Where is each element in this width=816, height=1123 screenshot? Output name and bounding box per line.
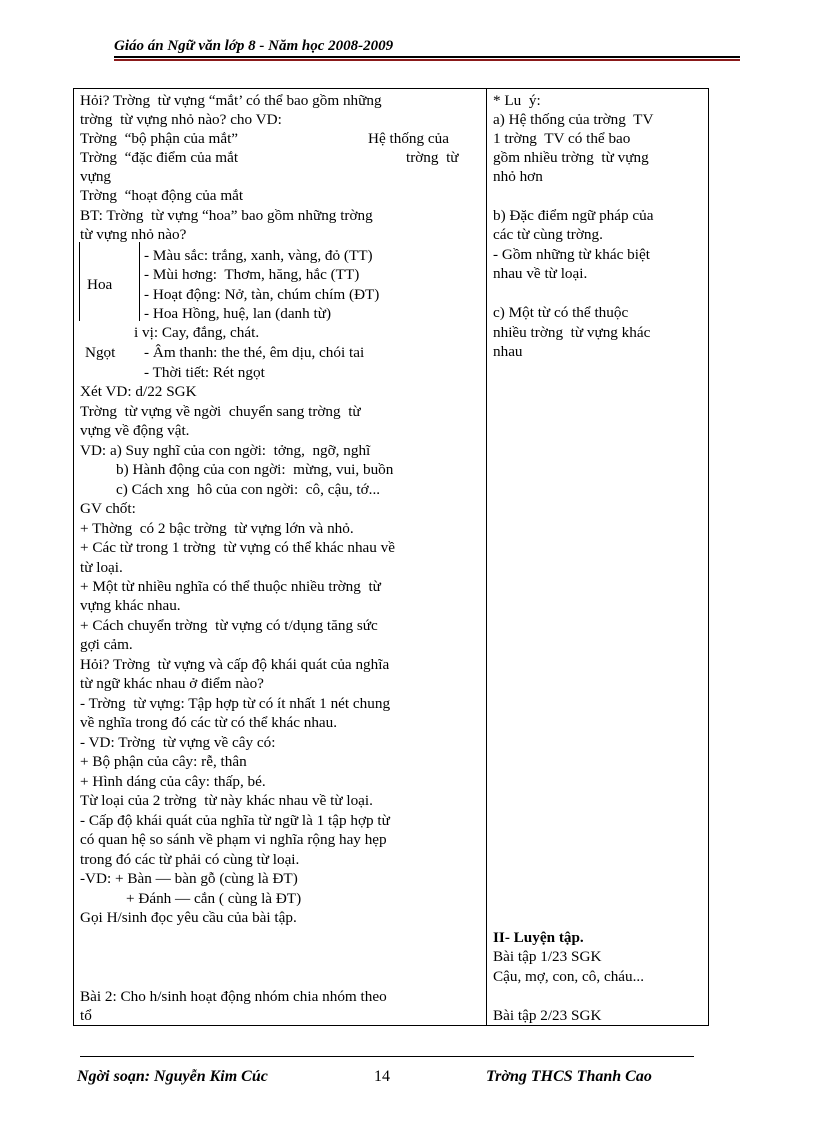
right-line: 1 trờng TV có thể bao (493, 130, 631, 147)
left-line: Hỏi? Trờng từ vựng “mắt’ có thể bao gồm những (80, 92, 382, 109)
left-line: Bài 2: Cho h/sinh hoạt động nhóm chia nhóm theo (80, 988, 387, 1005)
ngot-item: i vị: Cay, đắng, chát. (134, 324, 260, 341)
left-line: về nghĩa trong đó các từ có thể khác nhau. (80, 714, 338, 731)
right-line: b) Đặc điểm ngữ pháp của (493, 207, 654, 224)
left-line: + Đánh — cắn ( cùng là ĐT) (126, 890, 302, 907)
right-line: nhau (493, 343, 523, 360)
right-line: gồm nhiều trờng từ vựng (493, 149, 649, 166)
lesson-table (73, 88, 709, 1026)
hoa-label: Hoa (87, 276, 113, 293)
left-line: BT: Trờng từ vựng “hoa” bao gồm những trờng (80, 207, 373, 224)
left-line: Từ loại của 2 trờng từ này khác nhau về từ loại. (80, 792, 373, 809)
left-line: Xét VD: d/22 SGK (80, 383, 197, 400)
document-header: Giáo án Ngữ văn lớp 8 - Năm học 2008-2009 (114, 38, 394, 54)
right-line: nhiều trờng từ vựng khác (493, 324, 651, 341)
ngot-item: - Thời tiết: Rét ngọt (144, 364, 265, 381)
right-line: c) Một từ có thể thuộc (493, 304, 629, 321)
left-line: + Một từ nhiều nghĩa có thể thuộc nhiều trờng từ (80, 578, 381, 595)
left-line: b) Hành động của con ngời: mừng, vui, buồn (116, 461, 394, 478)
right-line: nhỏ hơn (493, 168, 543, 185)
header-rule-accent (114, 59, 740, 61)
left-line: - Trờng từ vựng: Tập hợp từ có ít nhất 1 nét chung (80, 695, 391, 712)
left-line: GV chốt: (80, 500, 136, 517)
footer-school: Trờng THCS Thanh Cao (486, 1068, 652, 1085)
left-line: có quan hệ so sánh về phạm vi nghĩa rộng hay hẹp (80, 831, 387, 848)
left-line: - VD: Trờng từ vựng về cây có: (80, 734, 276, 751)
right-line: các từ cùng trờng. (493, 226, 603, 243)
page-number: 14 (374, 1068, 390, 1085)
left-line: c) Cách xng hô của con ngời: cô, cậu, tớ... (116, 481, 381, 498)
left-line: -VD: + Bàn — bàn gỗ (cùng là ĐT) (80, 870, 298, 887)
footer-author: Ngời soạn: Nguyễn Kim Cúc (77, 1068, 268, 1085)
left-line: từ ngữ khác nhau ở điểm nào? (80, 675, 264, 692)
left-line: vựng (80, 168, 112, 185)
ngot-label: Ngọt (85, 344, 116, 361)
right-line: * Lu ý: (493, 92, 541, 109)
footer-rule (80, 1056, 694, 1057)
left-line: từ loại. (80, 559, 123, 576)
right-line: - Gồm những từ khác biệt (493, 246, 650, 263)
right-line: Bài tập 1/23 SGK (493, 948, 602, 965)
right-line: nhau về từ loại. (493, 265, 588, 282)
ngot-item: - Âm thanh: the thé, êm dịu, chói tai (144, 344, 365, 361)
left-line: trờng từ (406, 149, 459, 166)
left-line: trờng từ vựng nhỏ nào? cho VD: (80, 111, 282, 128)
right-line: Cậu, mợ, con, cô, cháu... (493, 968, 645, 985)
left-line: + Hình dáng của cây: thấp, bé. (80, 773, 266, 790)
right-line: Bài tập 2/23 SGK (493, 1007, 602, 1024)
left-line: Hệ thống của (368, 130, 449, 147)
left-line: VD: a) Suy nghĩ của con ngời: tởng, ngỡ, nghĩ (80, 442, 371, 459)
left-line: Trờng “hoạt động của mắt (80, 187, 244, 204)
header-rule (114, 56, 740, 58)
left-line: Trờng “đặc điểm của mắt (80, 149, 239, 166)
left-line: - Cấp độ khái quát của nghĩa từ ngữ là 1 tập hợp từ (80, 812, 390, 829)
left-line: Trờng từ vựng về ngời chuyển sang trờng từ (80, 403, 361, 420)
hoa-item: - Màu sắc: trắng, xanh, vàng, đỏ (TT) (144, 247, 373, 264)
left-line: trong đó các từ phải có cùng từ loại. (80, 851, 300, 868)
hoa-item: - Hoa Hồng, huệ, lan (danh từ) (144, 305, 332, 322)
left-line: vựng về động vật. (80, 422, 190, 439)
left-line: + Các từ trong 1 trờng từ vựng có thể khác nhau về (80, 539, 396, 556)
hoa-item: - Hoạt động: Nở, tàn, chúm chím (ĐT) (144, 286, 380, 303)
left-line: Gọi H/sinh đọc yêu cầu của bài tập. (80, 909, 297, 926)
right-line: a) Hệ thống của trờng TV (493, 111, 654, 128)
left-line: gợi cảm. (80, 636, 133, 653)
left-line: Trờng “bộ phận của mắt” (80, 130, 239, 147)
left-line: + Cách chuyển trờng từ vựng có t/dụng tăng sức (80, 617, 378, 634)
left-line: vựng khác nhau. (80, 597, 181, 614)
section-heading: II- Luyện tập. (493, 929, 584, 946)
hoa-item: - Mùi hơng: Thơm, hăng, hắc (TT) (144, 266, 360, 283)
left-line: + Thờng có 2 bậc trờng từ vựng lớn và nhỏ. (80, 520, 354, 537)
column-divider (486, 89, 487, 1025)
left-line: từ vựng nhỏ nào? (80, 226, 187, 243)
left-line: + Bộ phận của cây: rễ, thân (80, 753, 247, 770)
left-line: tổ (80, 1007, 92, 1024)
left-line: Hỏi? Trờng từ vựng và cấp độ khái quát của nghĩa (80, 656, 390, 673)
